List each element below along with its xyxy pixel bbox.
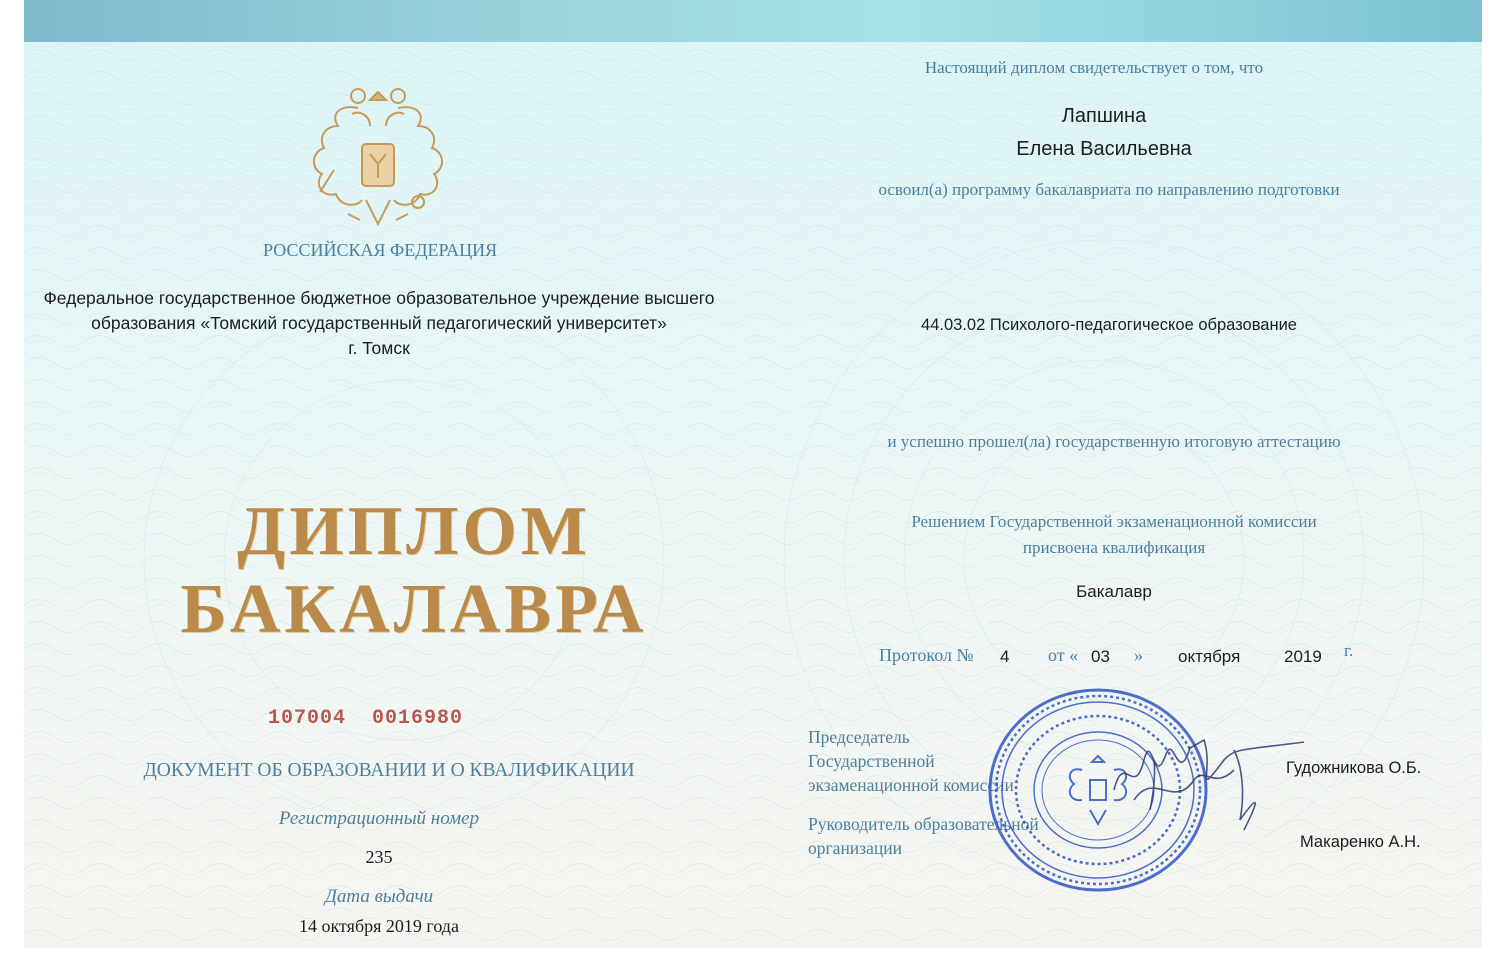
diploma-title-line-1: ДИПЛОМ xyxy=(237,493,591,570)
chairman-line-2: Государственной xyxy=(808,751,935,771)
issue-date: 14 октября 2019 года xyxy=(299,916,459,936)
diploma-title-line-2: БАКАЛАВРА xyxy=(180,571,648,648)
head-line-2: организации xyxy=(808,838,902,858)
program-name: 44.03.02 Психолого-педагогическое образование xyxy=(921,316,1297,334)
diploma-page xyxy=(24,0,1482,948)
protocol-month: октября xyxy=(1178,647,1241,666)
double-headed-eagle-emblem-icon xyxy=(300,74,456,238)
decision-line-2: присвоена квалификация xyxy=(1022,538,1206,557)
protocol-number: 4 xyxy=(1000,647,1010,666)
chairman-line-3: экзаменационной комиссии xyxy=(808,775,1014,795)
registration-number: 235 xyxy=(365,847,393,867)
protocol-year: 2019 xyxy=(1284,647,1322,666)
protocol-year-suffix: г. xyxy=(1344,641,1354,660)
document-type: ДОКУМЕНТ ОБ ОБРАЗОВАНИИ И О КВАЛИФИКАЦИИ xyxy=(143,760,635,781)
protocol-day: 03 xyxy=(1091,647,1110,666)
protocol-quote-close: » xyxy=(1134,645,1143,665)
issue-date-label: Дата выдачи xyxy=(324,886,434,907)
institution-city: г. Томск xyxy=(348,338,410,358)
head-line-1: Руководитель образовательной xyxy=(808,814,1039,834)
graduate-name: Елена Васильевна xyxy=(1016,138,1192,160)
protocol-from: от « xyxy=(1048,645,1079,665)
program-text: освоил(а) программу бакалавриата по направлению подготовки xyxy=(878,180,1340,199)
handwritten-signatures-icon xyxy=(1094,730,1314,850)
graduate-surname: Лапшина xyxy=(1061,105,1147,127)
qualification: Бакалавр xyxy=(1076,582,1152,601)
protocol-label: Протокол № xyxy=(879,645,974,665)
serial-number: 107004 0016980 xyxy=(268,707,464,730)
registration-number-label: Регистрационный номер xyxy=(278,808,480,829)
chairman-line-1: Председатель xyxy=(808,727,910,747)
chairman-name: Гудожникова О.Б. xyxy=(1286,759,1422,777)
attestation-text: и успешно прошел(ла) государственную итоговую аттестацию xyxy=(887,432,1341,451)
head-name: Макаренко А.Н. xyxy=(1300,833,1421,851)
institution-line-1: Федеральное государственное бюджетное образовательное учреждение высшего xyxy=(43,288,715,308)
institution-line-2: образования «Томский государственный педагогический университет» xyxy=(91,313,667,333)
decision-line-1: Решением Государственной экзаменационной комиссии xyxy=(911,512,1317,531)
country-name: РОССИЙСКАЯ ФЕДЕРАЦИЯ xyxy=(263,240,498,260)
intro-text: Настоящий диплом свидетельствует о том, что xyxy=(924,58,1264,77)
